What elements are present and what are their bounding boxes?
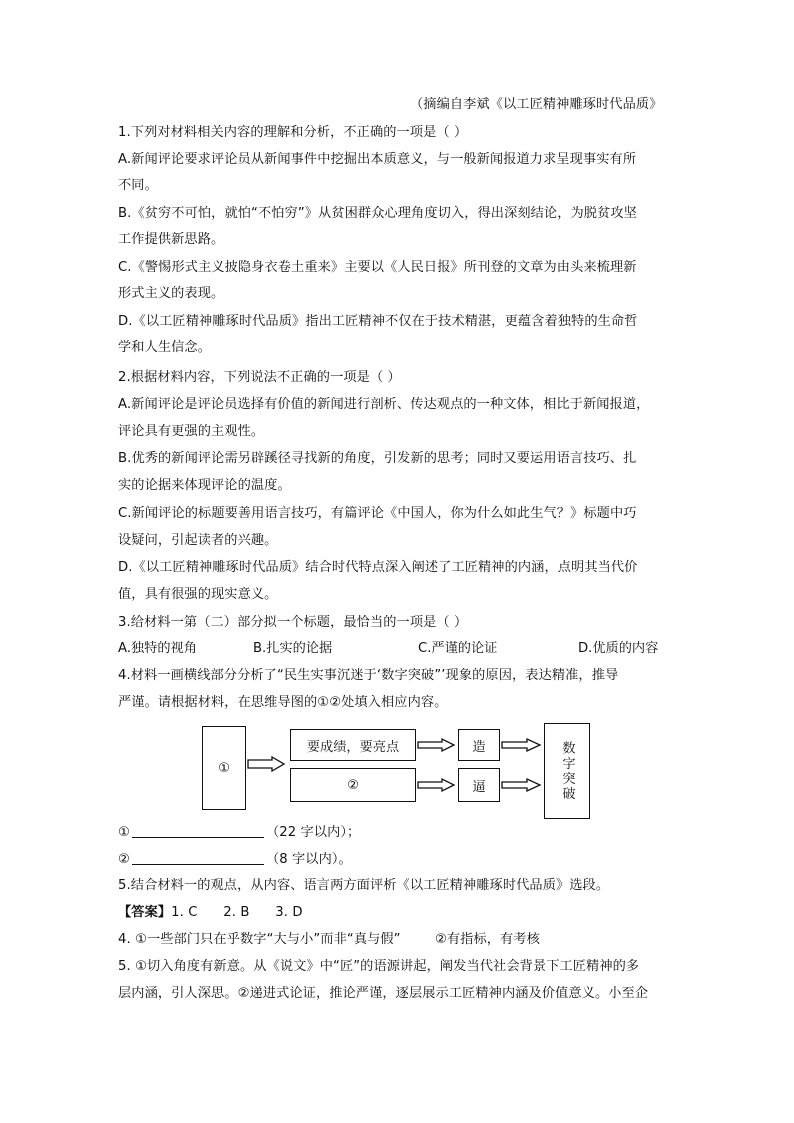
q3-option-b: B.扎实的论据	[253, 641, 333, 656]
q1-option-b-line2: 工作提供新思路。	[118, 232, 225, 247]
source-citation: （摘编自李斌《以工匠精神雕琢时代品质》	[410, 97, 663, 112]
mind-map-top-middle-box: 要成绩，要亮点	[290, 729, 416, 761]
q3-option-a: A.独特的视角	[118, 641, 197, 656]
mind-map-final-box: 数字突破	[544, 723, 590, 819]
q2-option-a-line2: 评论具有更强的主观性。	[118, 424, 265, 439]
answer-line1: 1. C 2. B 3. D	[171, 905, 303, 920]
q4-blank1-row	[118, 823, 360, 842]
answer-label: 【答案】	[118, 905, 172, 920]
mind-map-bottom-middle-box: ②	[290, 768, 416, 802]
q4-blank2-row	[118, 850, 352, 869]
q2-option-c-line2: 设疑问，引起读者的兴趣。	[118, 533, 278, 548]
q1-option-b-line1: B.《贫穷不可怕，就怕“不怕穷”》从贫困群众心理角度切入，得出深刻结论，为脱贫攻坚	[118, 206, 637, 221]
q2-option-a-line1: A.新闻评论是评论员选择有价值的新闻进行剖析、传达观点的一种文体，相比于新闻报道，	[118, 397, 650, 412]
arrow-left	[248, 757, 284, 771]
mind-map-bottom-right-box: 逼	[458, 768, 500, 802]
arrow-top-to-final	[502, 739, 540, 751]
arrow-bottom	[418, 779, 454, 791]
q4-blank1-line	[132, 823, 264, 838]
q4-stem-line2: 严谨。请根据材料，在思维导图的①②处填入相应内容。	[118, 695, 448, 710]
q1-option-d-line2: 学和人生信念。	[118, 340, 212, 355]
q1-option-c-line1: C.《警惕形式主义披隐身衣卷土重来》主要以《人民日报》所刊登的文章为由头来梳理新	[118, 260, 637, 275]
q3-stem: 3.给材料一第（二）部分拟一个标题，最恰当的一项是（ ）	[118, 615, 468, 630]
mind-map-top-right-box: 造	[458, 729, 500, 761]
q2-stem: 2.根据材料内容，下列说法不正确的一项是（ ）	[118, 370, 401, 385]
q4-blank2-line	[132, 850, 264, 865]
q1-option-a-line1: A.新闻评论要求评论员从新闻事件中挖掘出本质意义，与一般新闻报道力求呈现事实有所	[118, 152, 637, 167]
q4-blank1-suffix: （22 字以内）；	[265, 825, 361, 840]
q2-option-c-line1: C.新闻评论的标题要善用语言技巧，有篇评论《中国人，你为什么如此生气？》标题中巧	[118, 506, 637, 521]
q4-blank1-prefix: ①	[118, 825, 130, 840]
q2-option-b-line1: B.优秀的新闻评论需另辟蹊径寻找新的角度，引发新的思考；同时又要运用语言技巧、扎	[118, 451, 637, 466]
q1-option-d-line1: D.《以工匠精神雕琢时代品质》指出工匠精神不仅在于技术精湛，更蕴含着独特的生命哲	[118, 314, 638, 329]
q4-stem-line1: 4.材料一画横线部分分析了“民生实事沉迷于‘数字突破”’现象的原因，表达精准，推导	[118, 668, 619, 683]
q4-blank2-prefix: ②	[118, 852, 130, 867]
q2-option-d-line2: 值，具有很强的现实意义。	[118, 587, 278, 602]
answer-line2: 4. ①一些部门只在乎数字“大与小”而非“真与假” ②有指标，有考核	[118, 932, 540, 947]
answer-row	[118, 904, 303, 922]
answer-line3: 5. ①切入角度有新意。从《说文》中“匠”的语源讲起，阐发当代社会背景下工匠精神的多	[118, 959, 640, 974]
q4-blank2-suffix: （8 字以内）。	[265, 852, 352, 867]
q1-stem: 1.下列对材料相关内容的理解和分析，不正确的一项是（ ）	[118, 125, 468, 140]
q2-option-b-line2: 实的论据来体现评论的温度。	[118, 478, 291, 493]
q3-options	[118, 640, 678, 658]
q1-option-a-line2: 不同。	[118, 178, 158, 193]
q5-stem: 5.结合材料一的观点，从内容、语言两方面评析《以工匠精神雕琢时代品质》选段。	[118, 878, 610, 893]
answer-line4: 层内涵，引人深思。②递进式论证，推论严谨，逐层展示工匠精神内涵及价值意义。小至企	[118, 986, 649, 1001]
q1-option-c-line2: 形式主义的表现。	[118, 286, 225, 301]
arrow-top	[418, 739, 454, 751]
q3-option-d: D.优质的内容	[578, 641, 659, 656]
q2-option-d-line1: D.《以工匠精神雕琢时代品质》结合时代特点深入阐述了工匠精神的内涵，点明其当代价	[118, 560, 638, 575]
mind-map-left-box: ①	[202, 726, 246, 810]
arrow-bottom-to-final	[502, 779, 540, 791]
q3-option-c: C.严谨的论证	[418, 641, 498, 656]
